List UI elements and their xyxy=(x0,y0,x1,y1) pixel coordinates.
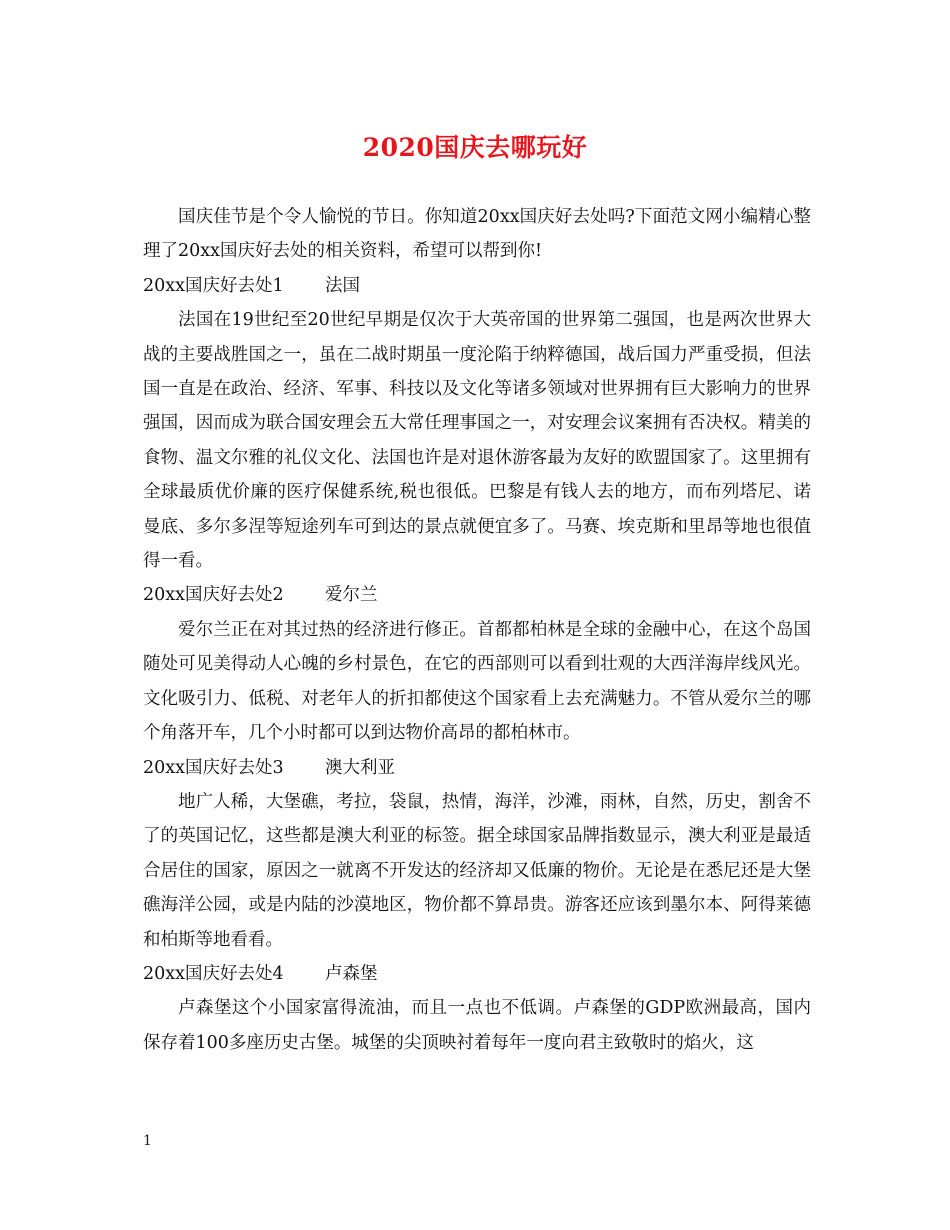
page-number: 1 xyxy=(143,1133,152,1149)
section-label: 20xx国庆好去处3 xyxy=(143,757,284,778)
section-heading-1 xyxy=(143,269,811,303)
section-paragraph-3: 地广人稀，大堡礁，考拉，袋鼠，热情，海洋，沙滩，雨林，自然，历史，割舍不了的英国记忆，这些都是澳大利亚的标签。据全球国家品牌指数显示，澳大利亚是最适合居住的国家，原因之一就离不开发达的经济却又低廉的物价。无论是在悉尼还是大堡礁海洋公园，或是内陆的沙漠地区，物价都不算昂贵。游客还应该到墨尔本、阿得莱德和柏斯等地看看。 xyxy=(143,791,811,950)
section-label: 20xx国庆好去处1 xyxy=(143,275,284,296)
section-paragraph-1: 法国在19世纪至20世纪早期是仅次于大英帝国的世界第二强国，也是两次世界大战的主要战胜国之一，虽在二战时期虽一度沦陷于纳粹德国，战后国力严重受损，但法国一直是在政治、经济、军事、科技以及文化等诸多领域对世界拥有巨大影响力的世界强国，因而成为联合国安理会五大常任理事国之一，对安理会议案拥有否决权。精美的食物、温文尔雅的礼仪文化、法国也许是对退休游客最为友好的欧盟国家了。这里拥有全球最质优价廉的医疗保健系统,税也很低。巴黎是有钱人去的地方，而布列塔尼、诺曼底、多尔多涅等短途列车可到达的景点就便宜多了。马赛、埃克斯和里昂等地也很值得一看。 xyxy=(143,310,811,572)
section-heading-3 xyxy=(143,751,811,785)
section-heading-4 xyxy=(143,957,811,991)
document-title: 2020国庆去哪玩好 xyxy=(362,133,588,162)
section-paragraph-4: 卢森堡这个小国家富得流油，而且一点也不低调。卢森堡的GDP欧洲最高，国内保存着100多座历史古堡。城堡的尖顶映衬着每年一度向君主致敬时的焰火，这 xyxy=(143,998,811,1053)
section-paragraph-2: 爱尔兰正在对其过热的经济进行修正。首都都柏林是全球的金融中心，在这个岛国随处可见美得动人心魄的乡村景色，在它的西部则可以看到壮观的大西洋海岸线风光。文化吸引力、低税、对老年人的折扣都使这个国家看上去充满魅力。不管从爱尔兰的哪个角落开车，几个小时都可以到达物价高昂的都柏林市。 xyxy=(143,619,811,744)
section-country: 卢森堡 xyxy=(325,963,378,984)
section-label: 20xx国庆好去处2 xyxy=(143,585,284,606)
section-country: 澳大利亚 xyxy=(325,757,395,778)
section-label: 20xx国庆好去处4 xyxy=(143,963,284,984)
section-country: 法国 xyxy=(325,275,360,296)
section-heading-2 xyxy=(143,578,811,612)
section-country: 爱尔兰 xyxy=(325,585,378,606)
intro-paragraph: 国庆佳节是个令人愉悦的节日。你知道20xx国庆好去处吗?下面范文网小编精心整理了20xx国庆好去处的相关资料，希望可以帮到你! xyxy=(143,207,811,262)
document-body xyxy=(143,200,811,1060)
